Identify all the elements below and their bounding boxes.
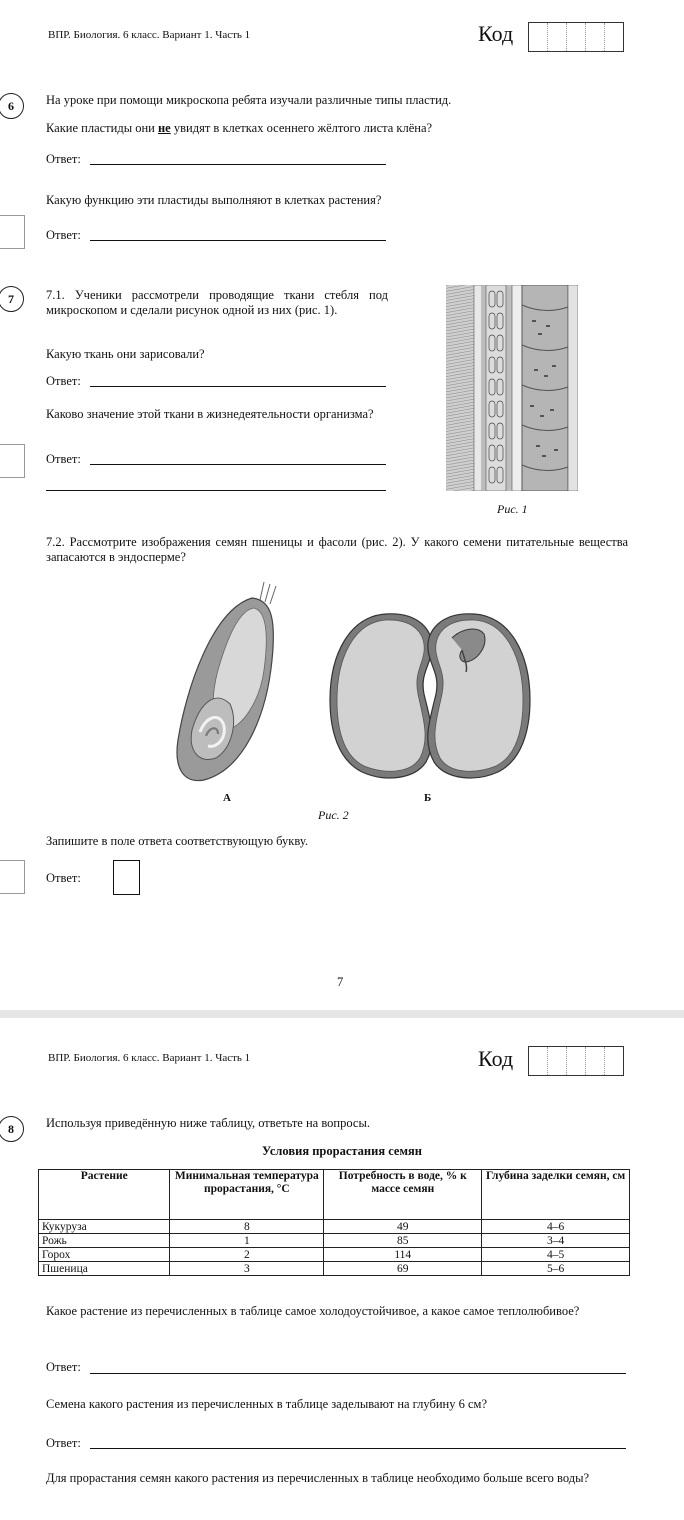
figure-2b-bean-seed xyxy=(328,610,532,782)
q7-answer-line-1[interactable] xyxy=(90,386,386,387)
germination-table xyxy=(38,1169,630,1276)
cell-temperature: 1 xyxy=(170,1234,324,1248)
q7-2-text: 7.2. Рассмотрите изображения семян пшеницы и фасоли (рис. 2). У какого семени питательные вещества запасаются в эндосперме? xyxy=(46,535,628,564)
q6-answer-line-2[interactable] xyxy=(90,240,386,241)
cell-plant: Пшеница xyxy=(39,1262,170,1276)
code-label-2: Код xyxy=(478,1046,514,1071)
q8-answer-line-2[interactable] xyxy=(90,1448,626,1449)
table-row xyxy=(39,1248,630,1262)
cell-temperature: 2 xyxy=(170,1248,324,1262)
page-separator xyxy=(0,1010,684,1018)
cell-plant: Рожь xyxy=(39,1234,170,1248)
q6-score-box xyxy=(0,215,25,249)
q6-answer-line-1[interactable] xyxy=(90,164,386,165)
table-title: Условия прорастания семян xyxy=(262,1144,422,1158)
q6-text-3: Какую функцию эти пластиды выполняют в клетках растения? xyxy=(46,193,382,207)
q8-intro: Используя приведённую ниже таблицу, ответьте на вопросы. xyxy=(46,1116,370,1130)
cell-depth: 4–6 xyxy=(482,1220,630,1234)
col-header-temperature: Минимальная температура прорастания, °С xyxy=(170,1170,324,1220)
q7-answer-1: Ответ: xyxy=(46,374,81,388)
figure-1-xylem-vessels xyxy=(446,285,578,491)
cell-temperature: 8 xyxy=(170,1220,324,1234)
code-input-box-2[interactable] xyxy=(528,1046,624,1076)
q7-2-instruction: Запишите в поле ответа соответствующую букву. xyxy=(46,834,308,848)
q6-text-2: Какие пластиды они не увидят в клетках осеннего жёлтого листа клёна? xyxy=(46,121,433,135)
question-number-8: 8 xyxy=(0,1116,24,1142)
cell-depth: 5–6 xyxy=(482,1262,630,1276)
q7-answer-line-3[interactable] xyxy=(46,490,386,491)
q8-answer-2: Ответ: xyxy=(46,1436,81,1450)
figure-2-label-b: Б xyxy=(424,792,432,804)
q6-answer-2: Ответ: xyxy=(46,228,81,242)
table-row xyxy=(39,1220,630,1234)
q8-answer-1: Ответ: xyxy=(46,1360,81,1374)
figure-2a-wheat-seed xyxy=(172,580,284,786)
col-header-water: Потребность в воде, % к массе семян xyxy=(324,1170,482,1220)
code-label: Код xyxy=(478,21,514,46)
page-number: 7 xyxy=(337,975,344,989)
cell-water: 114 xyxy=(324,1248,482,1262)
cell-water: 69 xyxy=(324,1262,482,1276)
q7-1-question-2: Каково значение этой ткани в жизнедеятельности организма? xyxy=(46,407,374,421)
q8-question-c: Для прорастания семян какого растения из перечисленных в таблице необходимо больше всего воды? xyxy=(46,1471,590,1485)
q6-answer-1: Ответ: xyxy=(46,152,81,166)
table-row xyxy=(39,1262,630,1276)
cell-plant: Горох xyxy=(39,1248,170,1262)
table-row xyxy=(39,1234,630,1248)
cell-water: 85 xyxy=(324,1234,482,1248)
page-header: ВПР. Биология. 6 класс. Вариант 1. Часть 1 xyxy=(48,29,251,41)
q7-answer-2: Ответ: xyxy=(46,452,81,466)
cell-water: 49 xyxy=(324,1220,482,1234)
q7-1-text: 7.1. Ученики рассмотрели проводящие ткани стебля под микроскопом и сделали рисунок одной из них (рис. 1). xyxy=(46,288,388,317)
q8-answer-line-1[interactable] xyxy=(90,1373,626,1374)
q7-2-score-box xyxy=(0,860,25,894)
q7-answer-3: Ответ: xyxy=(46,871,81,885)
q7-2-answer-box[interactable] xyxy=(113,860,140,895)
col-header-plant: Растение xyxy=(39,1170,170,1220)
q8-question-b: Семена какого растения из перечисленных в таблице заделывают на глубину 6 см? xyxy=(46,1397,487,1411)
cell-plant: Кукуруза xyxy=(39,1220,170,1234)
table-header-row xyxy=(39,1170,630,1220)
figure-1-caption: Рис. 1 xyxy=(497,502,528,516)
q7-score-box xyxy=(0,444,25,478)
cell-temperature: 3 xyxy=(170,1262,324,1276)
cell-depth: 3–4 xyxy=(482,1234,630,1248)
q7-answer-line-2[interactable] xyxy=(90,464,386,465)
q8-question-a: Какое растение из перечисленных в таблице самое холодоустойчивое, а какое самое теплолюбивое? xyxy=(46,1304,580,1318)
code-input-box[interactable] xyxy=(528,22,624,52)
col-header-depth: Глубина заделки семян, см xyxy=(482,1170,630,1220)
page-header-2: ВПР. Биология. 6 класс. Вариант 1. Часть 1 xyxy=(48,1052,251,1064)
q7-1-question: Какую ткань они зарисовали? xyxy=(46,347,205,361)
figure-2-label-a: А xyxy=(223,792,231,804)
cell-depth: 4–5 xyxy=(482,1248,630,1262)
q6-text-1: На уроке при помощи микроскопа ребята изучали различные типы пластид. xyxy=(46,93,452,107)
question-number-7: 7 xyxy=(0,286,24,312)
figure-2-caption: Рис. 2 xyxy=(318,808,349,822)
question-number-6: 6 xyxy=(0,93,24,119)
